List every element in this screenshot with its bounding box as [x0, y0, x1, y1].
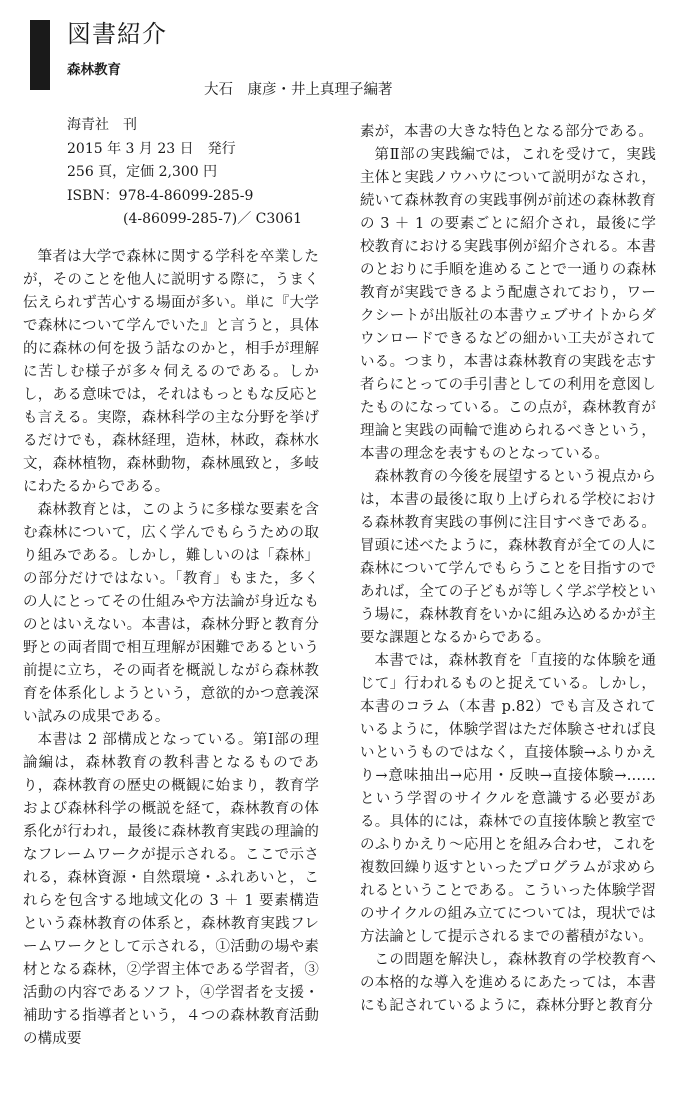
body-paragraph: 森林教育とは，このように多様な要素を含む森林について，広く学んでもらうための取り組みである。しかし，難しいのは「森林」の部分だけではない。「教育」もまた，多くの人にとってその仕組みや方法論が身近なものとはいえない。本書は，森林分野と教育分野との両者間で相互理解が困難であるという前提に立ち，その両者を概説しながら森林教育を体系化しようという，意欲的かつ意義深い試みの成果である。 — [23, 502, 319, 725]
body-paragraph: 第Ⅱ部の実践編では，これを受けて，実践主体と実践ノウハウについて説明がなされ，続いて森林教育の実践事例が前述の森林教育の 3 ＋ 1 の要素ごとに紹介され，最後に学校教育における実践事例が紹介される。本書のとおりに手順を進めることで一通りの森林教育が実践できるよう配慮されており，ワークシートが出版社の本書ウェブサイトからダウンロードできるなどの細かい工夫がされている。つまり，本書は森林教育の実践を志す者らにとっての手引書としての利用を意図したものになっている。この点が，森林教育が理論と実践の両輪で進められるべきという，本書の理念を表すものとなっている。 — [360, 147, 656, 462]
body-paragraph-continuation: 素が，本書の大きな特色となる部分である。 — [360, 124, 653, 140]
publication-info — [67, 114, 302, 232]
publisher: 海青社 刊 — [67, 117, 137, 133]
body-paragraph: 本書は 2 部構成となっている。第Ⅰ部の理論編は，森林教育の教科書となるものであり，森林教育の歴史の概観に始まり，教育学および森林科学の概説を経て，森林教育の体系化が行われ，最後に森林教育実践の理論的なフレームワークが提示される。ここで示される，森林資源・自然環境・ふれあいと，これらを包含する地域文化の 3 ＋ 1 要素構造という森林教育の体系と，森林教育実践フレームワークとして示される，①活動の場や素材となる森林，②学習主体である学習者，③活動の内容であるソフト，④学習者を支援・補助する指導者という，４つの森林教育活動の構成要 — [23, 732, 319, 1047]
body-paragraph: 本書では，森林教育を「直接的な体験を通じて」行われるものと捉えている。しかし，本書のコラム（本書 p.82）でも言及されているように，体験学習はただ体験させれば良いというものではなく，直接体験→ふりかえり→意味抽出→応用・反映→直接体験→……という学習のサイクルを意識する必要がある。具体的には，森林での直接体験と教室でのふりかえり～応用とを組み合わせ，これを複数回繰り返すといったプログラムが求められるということである。こういった体験学習のサイクルの組み立てについては，現状では方法論として提示されるまでの蓄積がない。 — [360, 653, 656, 945]
book-editors: 大石 康彦・井上真理子編著 — [204, 82, 393, 98]
pages-price: 256 頁，定価 2,300 円 — [67, 164, 218, 180]
publication-date: 2015 年 3 月 23 日 発行 — [67, 140, 236, 157]
body-paragraph: この問題を解決し，森林教育の学校教育への本格的な導入を進めるにあたっては，本書にも記されているように，森林分野と教育分 — [360, 952, 656, 1014]
book-title: 森林教育 — [67, 62, 121, 78]
section-marker-bar — [30, 20, 50, 90]
isbn-old: (4-86099-285-7)／ C3061 — [123, 211, 302, 227]
body-paragraph: 森林教育の今後を展望するという視点からは，本書の最後に取り上げられる学校における森林教育実践の事例に注目すべきである。冒頭に述べたように，森林教育が全ての人に森林について学んでもらうことを目指すのであれば，全ての子どもが等しく学ぶ学校という場に，森林教育をいかに組み込めるかが主要な課題となるからである。 — [360, 469, 656, 646]
section-title: 図書紹介 — [67, 20, 167, 48]
right-column — [360, 121, 656, 1018]
left-column — [23, 246, 319, 1051]
body-paragraph: 筆者は大学で森林に関する学科を卒業したが，そのことを他人に説明する際に，うまく伝えられず苦心する場面が多い。単に『大学で森林について学んでいた』と言うと，具体的に森林の何を扱う話なのかと，相手が理解に苦しむ様子が多々伺えるのである。しかし，ある意味では，それはもっともな反応とも言える。実際，森林科学の主な分野を挙げるだけでも，森林経理，造林，林政，森林水文，森林植物，森林動物，森林風致と，多岐にわたるからである。 — [23, 249, 319, 495]
isbn: ISBN：978-4-86099-285-9 — [67, 187, 254, 204]
